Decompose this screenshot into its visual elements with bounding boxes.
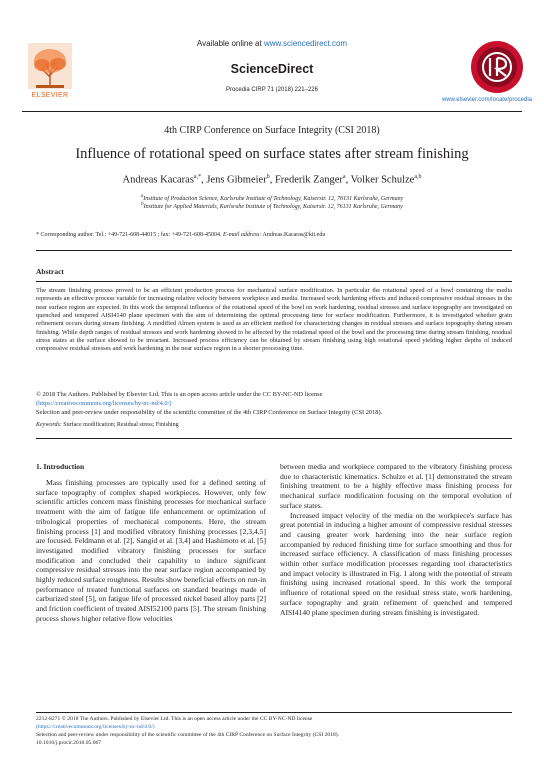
affiliation-b-marker: b — [141, 202, 144, 207]
corresponding-author-note — [36, 232, 325, 238]
divider — [36, 281, 512, 282]
introduction-column-2 — [280, 462, 512, 617]
sciencedirect-link[interactable]: www.sciencedirect.com — [263, 39, 348, 48]
affiliation-a — [0, 194, 544, 202]
footer-license-link[interactable]: (https://creativecommons.org/licenses/by-nc-nd/4.0/) — [36, 724, 155, 730]
author-1: Andreas Kacaras — [122, 174, 194, 186]
divider — [36, 438, 512, 439]
author-2: , Jens Gibmeier — [201, 174, 267, 186]
affiliation-b — [0, 202, 544, 210]
elsevier-tree-logo — [28, 43, 72, 99]
keywords-label: Keywords: — [36, 422, 62, 428]
author-3-affil: a — [342, 174, 346, 180]
email-address[interactable]: Andreas.Kacaras@kit.edu — [261, 232, 326, 238]
author-3: , Frederik Zanger — [269, 174, 343, 186]
conference-name: 4th CIRP Conference on Surface Integrity (CSI 2018) — [164, 125, 380, 136]
corresponding-marker: * — [198, 174, 202, 180]
footer-issn-line: 2212-8271 © 2018 The Authors. Published by Elsevier Ltd. This is an open access article under the CC BY-NC-ND license — [36, 716, 313, 722]
footer-doi[interactable]: 10.1016/j.procir.2018.05.067 — [36, 740, 102, 746]
elsevier-wordmark: ELSEVIER — [31, 92, 69, 99]
copyright-line: © 2018 The Authors. Published by Elsevier Ltd. This is an open access article under the CC BY-NC-ND license — [36, 391, 323, 398]
paper-title: Influence of rotational speed on surface states after stream finishing — [75, 146, 469, 162]
peer-review-line: Selection and peer-review under responsibility of the scientific committee of the 4th CIRP Conference on Surface Integrity (CSI 2018). — [36, 409, 383, 416]
author-2-affil: b — [266, 174, 270, 180]
introduction-heading: 1. Introduction — [36, 462, 85, 471]
abstract-text: The stream finishing process proved to be an efficient production process for mechanical surface modification. In particular the rotational speed of a bowl containing the media represents an effective process variable for increasing relative velocity between workpiece and media. Increased work hardening effects and induced compressive residual stresses in the near surface region are expected. In this work the temporal influence of the rotational speed of the bowl on work hardening, residual stresses and surface topography are investigated on quenched and tempered AISI4140 plane specimen with the aim of determining the optimal processing time for surface modification. Furthermore, it is investigated whether grain refinement occurs during stream finishing. A modified Almen system is used as an efficient method for characterizing changes in residual stresses and surface topography during stream finishing. While depth ranges of residual stresses and work hardening showed to be affected by the rotational speed of the bowl and the processing time during stream finishing, residual stress states at the surface showed to be invariant. Increased process efficiency can be obtained by stream finishing using high rotational speed yielding higher depths of induced compressive residual stresses and work hardening in the near surface region in a shorter processing time. — [36, 287, 512, 353]
introduction-column-1: Mass finishing processes are typically used for a defined setting of surface topography of complex shaped workpieces. However, only few scientific articles concern mass finishing processes for mechanical surface treatment with the aim of fatigue life enhancement or optimization of tribological properties of mechanical components. Here, the stream finishing process [1] and modified vibratory finishing processes [2,3,4,5] are focused. Feldmann et al. [2], Sangid et al. [3,4] and Hashimoto et al. [5] investigated modified vibratory finishing processes for surface modification and concluded their capability to induce significant compressive residual stresses into the near surface region accompanied by highly reduced surface roughness. Results show beneficial effects on run-in performance of treated functional surfaces on standard bearings made of carburized steel [5], on fatigue life of processed nickel based alloy parts [2] and friction coefficient of treated AISI52100 parts [5]. The stream finishing process shows higher relative flow velocities — [36, 478, 266, 623]
availability-line — [0, 39, 544, 48]
email-label: E-mail address: — [223, 232, 262, 238]
author-list — [0, 174, 544, 186]
license-link[interactable]: (https://creativecommons.org/licenses/by-nc-nd/4.0/) — [36, 400, 172, 407]
paragraph: between media and workpiece compared to the vibratory finishing process due to characteristic kinematics. Schulze et al. [1] demonstrated the stream finishing treatment to be a highly effective mass finishing process for mechanical surface modification focusing on the temporal evolution of surface states. — [280, 462, 512, 510]
affiliation-b-text: Institute for Applied Materials, Karlsruhe Institute of Technology, Kaiserstr. 12, 76131 Karlsruhe, Germany — [143, 204, 403, 210]
journal-homepage-link[interactable]: www.elsevier.com/locate/procedia — [441, 97, 532, 103]
footer-divider — [36, 712, 512, 713]
header-divider — [22, 111, 522, 112]
keywords-line — [36, 422, 179, 428]
affiliation-a-marker: a — [140, 194, 144, 199]
cirp-logo — [470, 40, 524, 94]
keywords-list: Surface modification; Residual stress; Finishing — [61, 422, 179, 428]
affiliation-a-text: Institute of Production Science, Karlsruhe Institute of Technology, Kaiserstr. 12, 76131 Karlsruhe, Germany — [143, 196, 404, 202]
journal-name: ScienceDirect — [230, 62, 314, 76]
author-4-affil: a,b — [414, 174, 422, 180]
abstract-heading: Abstract — [36, 267, 64, 276]
divider — [36, 250, 512, 251]
availability-text: Available online at — [196, 39, 264, 48]
journal-citation: Procedia CIRP 71 (2018) 221–226 — [226, 87, 318, 93]
footer-peer-review: Selection and peer-review under responsibility of the scientific committee of the 4th CIRP Conference on Surface Integrity (CSI 2018). — [36, 732, 340, 738]
paragraph: Increased impact velocity of the media on the workpiece's surface has great potential in inducing a higher amount of compressive residual stresses and causing greater work hardening into the near surface region accompanied by reduced finishing time for surface smoothing and thus for increased surface efficiency. A classification of mass finishing processes within other surface modification processes regarding tool characteristics and impact velocity is illustrated in Fig. 1 along with the potential of stream finishing using increased rotational speed. In this work the temporal influence of rotational speed on the residual stress state, work hardening, surface topography and grain refinement of quenched and tempered AISI4140 plane specimen during stream finishing is investigated. — [280, 510, 512, 617]
author-1-affil: a, — [193, 174, 199, 180]
corresponding-contact: * Corresponding author. Tel.: +49-721-608-44015 ; fax: +49-721-608-45004. — [36, 232, 224, 238]
author-4: , Volker Schulze — [345, 174, 415, 186]
